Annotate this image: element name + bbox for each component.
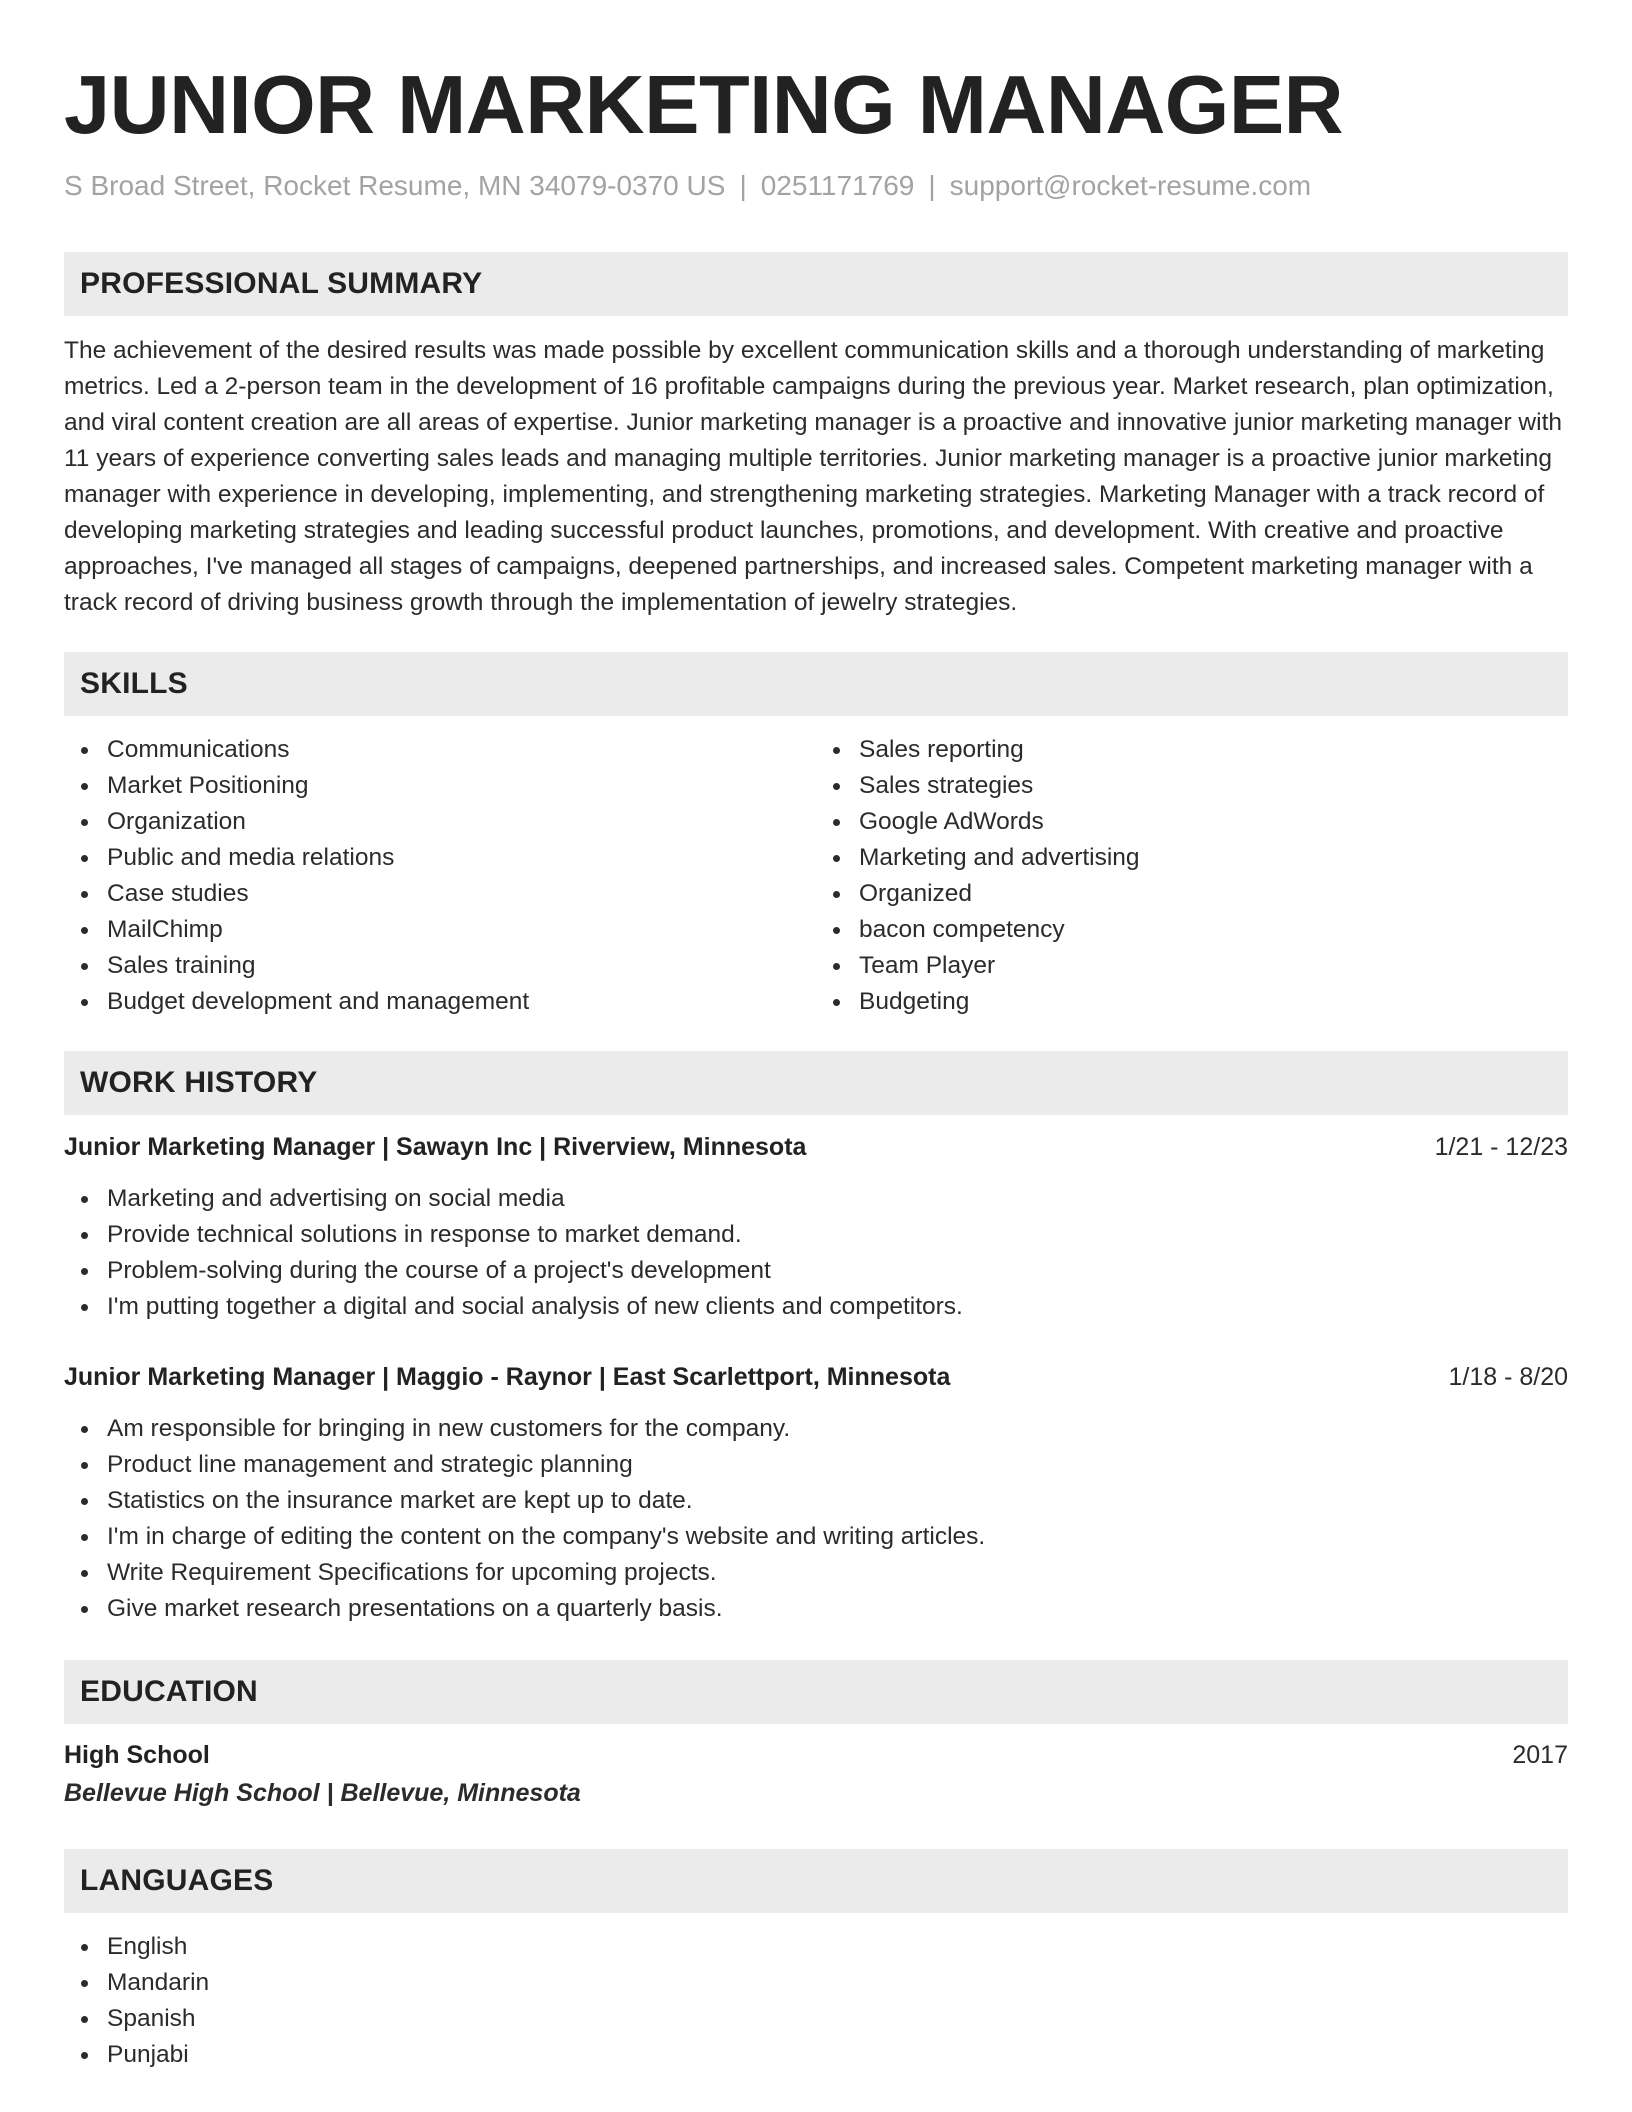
- job-bullet: Statistics on the insurance market are kept up to date.: [107, 1483, 1568, 1519]
- skill-item: Organization: [107, 804, 816, 840]
- skill-item: Marketing and advertising: [859, 840, 1568, 876]
- contact-address: S Broad Street, Rocket Resume, MN 34079-0370 US: [64, 170, 726, 201]
- skill-item: Google AdWords: [859, 804, 1568, 840]
- job-bullet: Write Requirement Specifications for upcoming projects.: [107, 1555, 1568, 1591]
- language-item: English: [107, 1929, 1568, 1965]
- job-entry: [64, 1359, 1568, 1627]
- contact-separator: |: [928, 170, 936, 201]
- skills-grid: [64, 732, 1568, 1020]
- skill-item: Sales training: [107, 948, 816, 984]
- job-header: [64, 1359, 1568, 1395]
- contact-phone: 0251171769: [760, 170, 915, 201]
- contact-email: support@rocket-resume.com: [949, 170, 1312, 201]
- section-header-education: EDUCATION: [64, 1660, 1568, 1724]
- skill-item: Organized: [859, 876, 1568, 912]
- job-bullet: Product line management and strategic planning: [107, 1447, 1568, 1483]
- skill-item: Sales strategies: [859, 768, 1568, 804]
- skills-column-left: [64, 732, 816, 1020]
- section-header-work-history: WORK HISTORY: [64, 1051, 1568, 1115]
- skills-column-right: [816, 732, 1568, 1020]
- skill-item: Communications: [107, 732, 816, 768]
- education-year: 2017: [1512, 1741, 1568, 1769]
- section-header-languages: LANGUAGES: [64, 1849, 1568, 1913]
- job-title: Junior Marketing Manager | Maggio - Raynor | East Scarlettport, Minnesota: [64, 1363, 951, 1391]
- resume-title: JUNIOR MARKETING MANAGER: [64, 58, 1344, 151]
- section-header-skills: SKILLS: [64, 652, 1568, 716]
- skill-item: Budgeting: [859, 984, 1568, 1020]
- job-bullet: Provide technical solutions in response to market demand.: [107, 1217, 1568, 1253]
- job-dates: 1/21 - 12/23: [1434, 1133, 1568, 1161]
- skill-item: Budget development and management: [107, 984, 816, 1020]
- job-header: [64, 1129, 1568, 1165]
- job-bullet: Give market research presentations on a quarterly basis.: [107, 1591, 1568, 1627]
- summary-paragraph: The achievement of the desired results was made possible by excellent communication skills and a thorough understanding of marketing metrics. Led a 2-person team in the development of 16 profitable campaigns during the previous year. Market research, plan optimization, and viral content creation are all areas of expertise. Junior marketing manager is a proactive and innovative junior marketing manager with 11 years of experience converting sales leads and managing multiple territories. Junior marketing manager is a proactive junior marketing manager with experience in developing, implementing, and strengthening marketing strategies. Marketing Manager with a track record of developing marketing strategies and leading successful product launches, promotions, and development. With creative and proactive approaches, I've managed all stages of campaigns, deepened partnerships, and increased sales. Competent marketing manager with a track record of driving business growth through the implementation of jewelry strategies.: [64, 337, 1563, 616]
- language-item: Punjabi: [107, 2037, 1568, 2073]
- contact-line: [64, 168, 1568, 204]
- education-school: Bellevue High School | Bellevue, Minnesota: [64, 1779, 581, 1807]
- skill-item: bacon competency: [859, 912, 1568, 948]
- job-bullets: [64, 1411, 1568, 1627]
- section-header-summary: PROFESSIONAL SUMMARY: [64, 252, 1568, 316]
- job-title: Junior Marketing Manager | Sawayn Inc | Riverview, Minnesota: [64, 1133, 807, 1161]
- job-bullet: I'm putting together a digital and social analysis of new clients and competitors.: [107, 1289, 1568, 1325]
- education-degree: High School: [64, 1741, 210, 1769]
- language-item: Mandarin: [107, 1965, 1568, 2001]
- skill-item: Team Player: [859, 948, 1568, 984]
- contact-separator: |: [739, 170, 747, 201]
- skill-item: Sales reporting: [859, 732, 1568, 768]
- skill-item: Market Positioning: [107, 768, 816, 804]
- language-list: [64, 1929, 1568, 2073]
- job-bullet: Marketing and advertising on social media: [107, 1181, 1568, 1217]
- job-dates: 1/18 - 8/20: [1448, 1363, 1568, 1391]
- skill-item: Public and media relations: [107, 840, 816, 876]
- skill-item: MailChimp: [107, 912, 816, 948]
- job-bullet: I'm in charge of editing the content on the company's website and writing articles.: [107, 1519, 1568, 1555]
- skill-item: Case studies: [107, 876, 816, 912]
- job-bullets: [64, 1181, 1568, 1325]
- job-bullet: Problem-solving during the course of a project's development: [107, 1253, 1568, 1289]
- job-bullet: Am responsible for bringing in new customers for the company.: [107, 1411, 1568, 1447]
- education-header: [64, 1737, 1568, 1773]
- job-entry: [64, 1129, 1568, 1325]
- language-item: Spanish: [107, 2001, 1568, 2037]
